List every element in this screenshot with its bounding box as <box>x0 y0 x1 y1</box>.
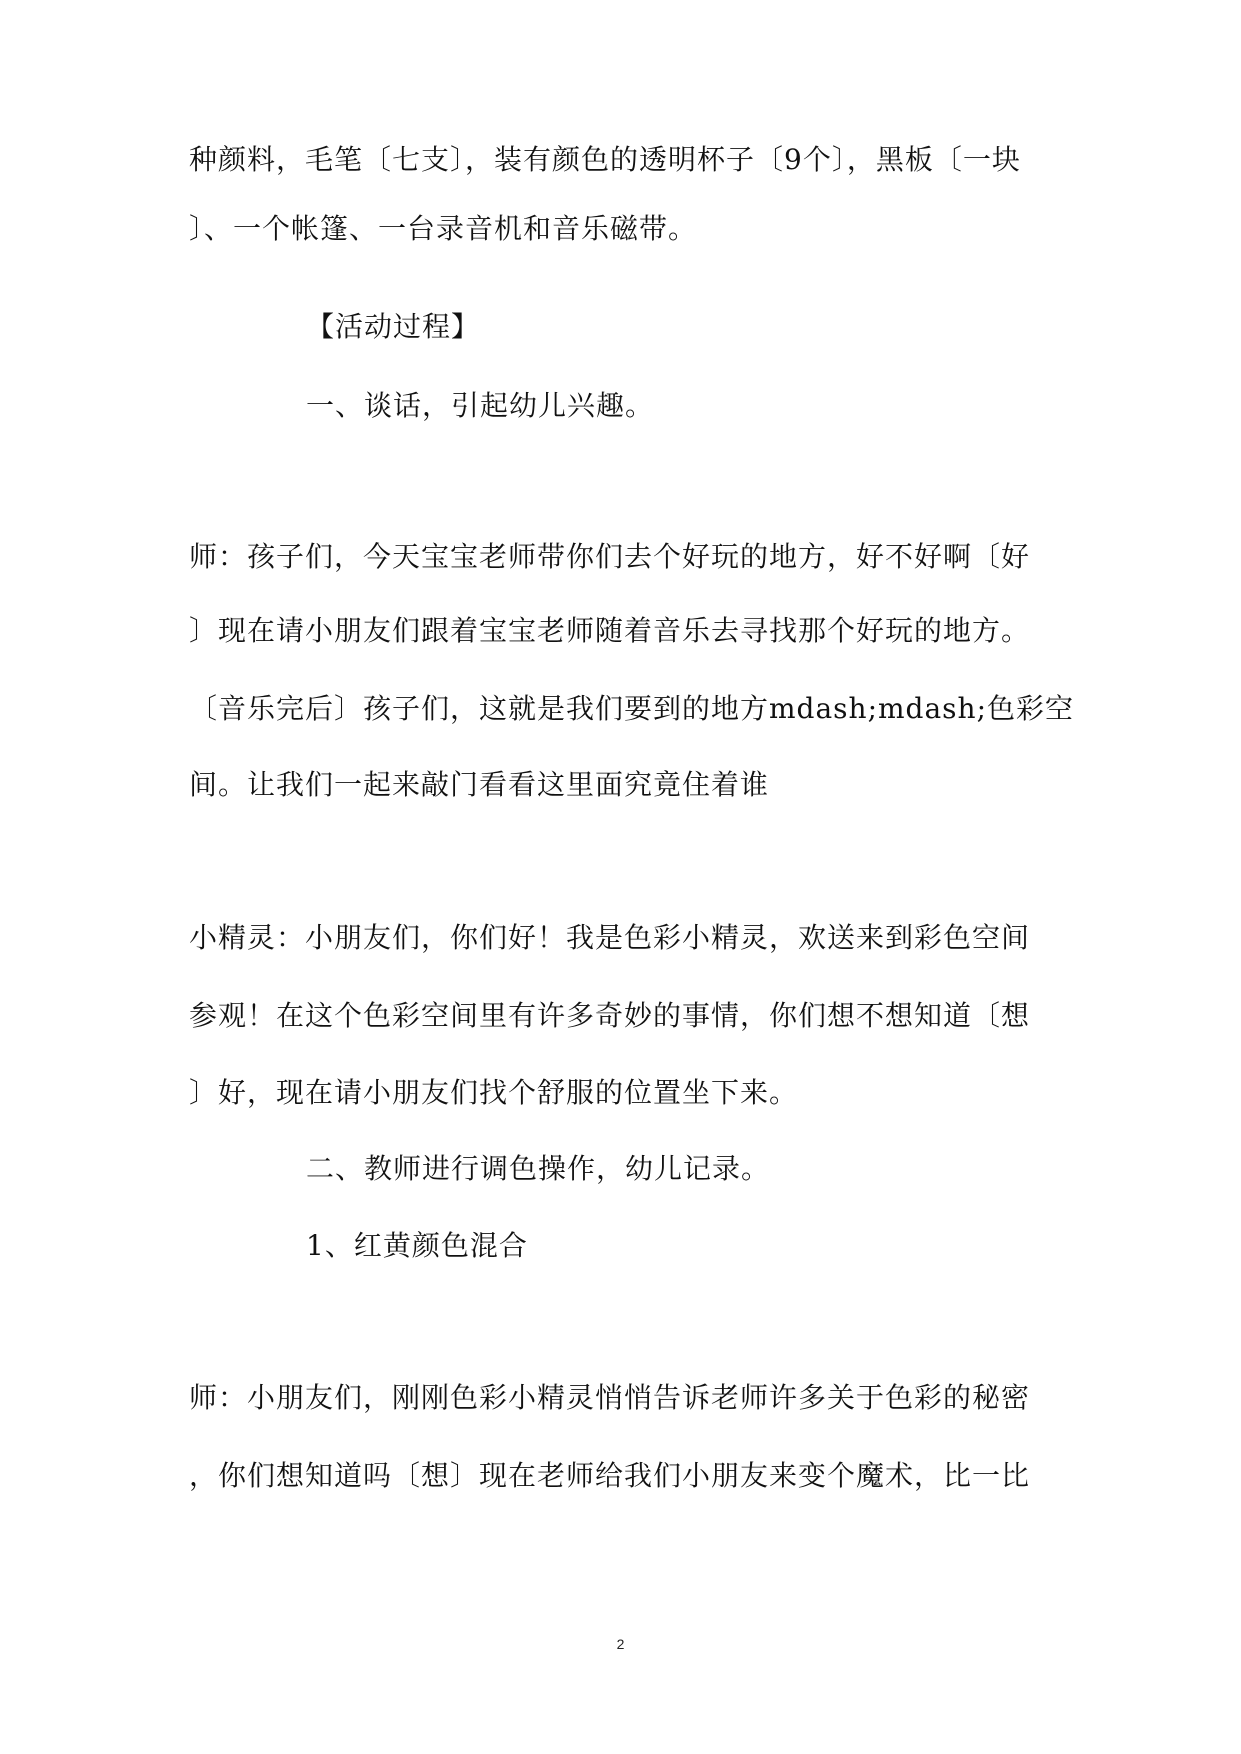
text-line: 间。让我们一起来敲门看看这里面究竟住着谁 <box>189 768 770 801</box>
text-line: 师：小朋友们，刚刚色彩小精灵悄悄告诉老师许多关于色彩的秘密 <box>189 1381 1031 1414</box>
page-number: 2 <box>616 1636 625 1652</box>
text-line: 师：孩子们，今天宝宝老师带你们去个好玩的地方，好不好啊〔好 <box>189 540 1031 573</box>
text-line: 〕、一个帐篷、一台录音机和音乐磁带。 <box>189 212 698 245</box>
section-heading: 【活动过程】 <box>306 310 481 343</box>
text-line: 种颜料，毛笔〔七支〕，装有颜色的透明杯子〔9个〕，黑板〔一块 <box>189 143 1021 176</box>
text-line: 〔音乐完后〕孩子们，这就是我们要到的地方mdash;mdash;色彩空 <box>189 692 1075 725</box>
subsection-heading: 1、红黄颜色混合 <box>306 1229 528 1262</box>
text-line: 〕现在请小朋友们跟着宝宝老师随着音乐去寻找那个好玩的地方。 <box>189 614 1031 647</box>
subsection-heading: 一、谈话，引起幼儿兴趣。 <box>306 389 655 422</box>
text-line: 〕好，现在请小朋友们找个舒服的位置坐下来。 <box>189 1076 799 1109</box>
subsection-heading: 二、教师进行调色操作，幼儿记录。 <box>306 1152 771 1185</box>
text-line: 小精灵：小朋友们，你们好！我是色彩小精灵，欢送来到彩色空间 <box>189 921 1031 954</box>
text-line: 参观！在这个色彩空间里有许多奇妙的事情，你们想不想知道〔想 <box>189 999 1031 1032</box>
text-line: ，你们想知道吗〔想〕现在老师给我们小朋友来变个魔术，比一比 <box>189 1459 1031 1492</box>
